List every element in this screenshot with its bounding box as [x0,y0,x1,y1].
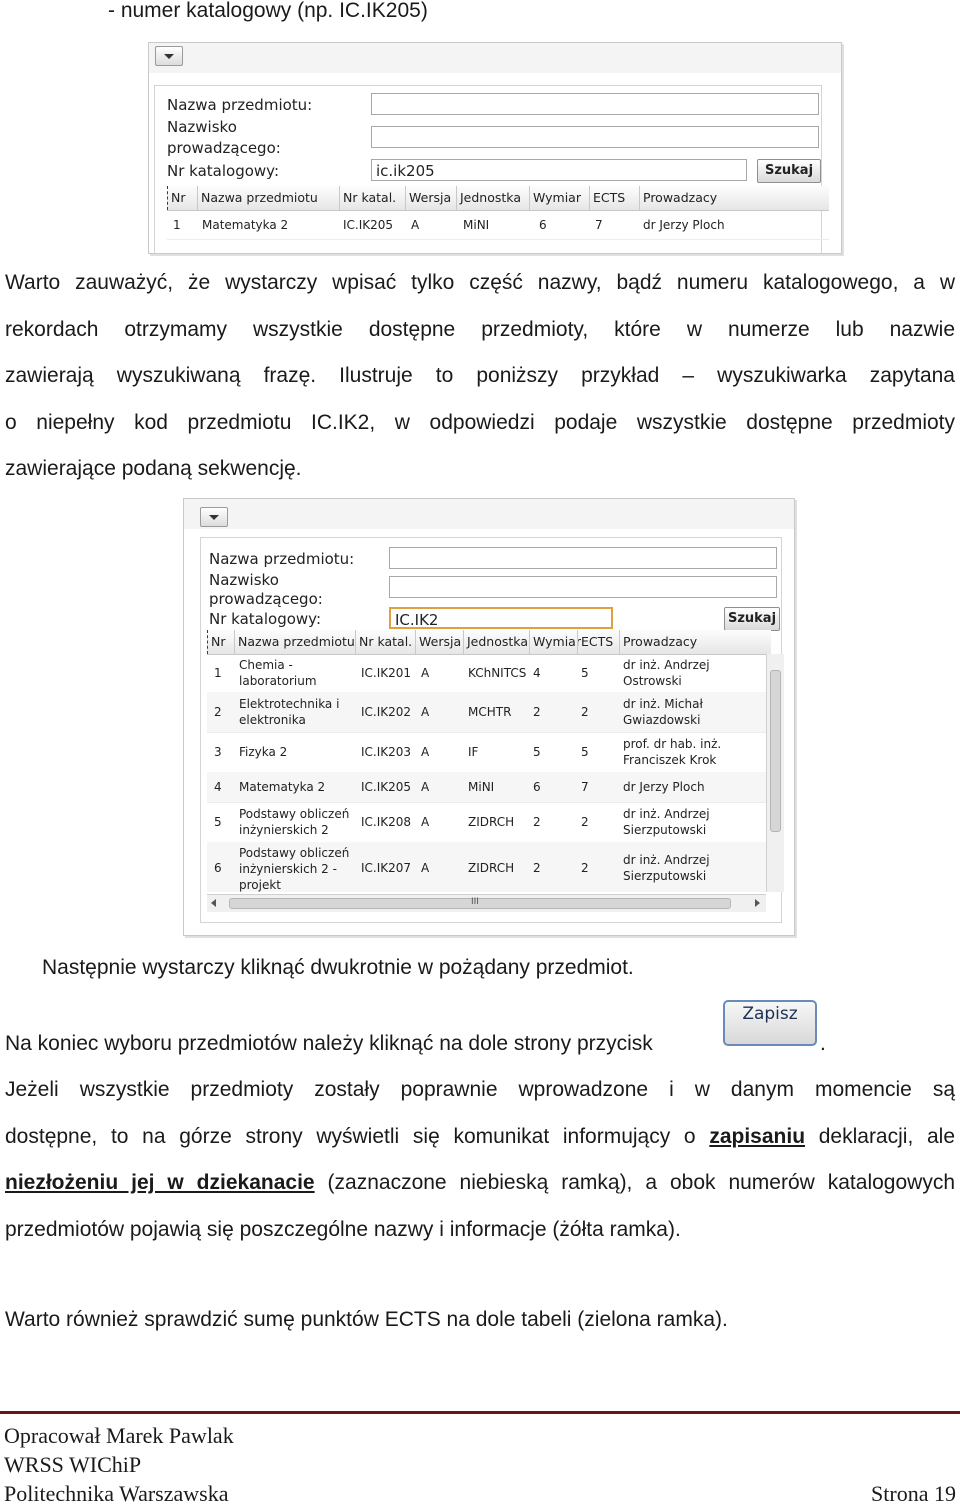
catalog-number-input[interactable]: IC.IK2 [389,607,613,629]
toolbar [184,499,794,529]
col-lecturer[interactable]: Prowadzacy [619,630,771,654]
cell-lecturer: dr inż. Andrzej [623,853,710,867]
cell-catalog: IC.IK203 [361,745,412,759]
col-ects[interactable]: ECTS [577,630,619,654]
cell-unit: MiNI [463,218,490,232]
subject-name-input[interactable] [389,547,777,569]
intro-line: - numer katalogowy (np. IC.IK205) [108,0,428,22]
paragraph-save-result [5,1067,955,1253]
catalog-number-input[interactable]: ic.ik205 [371,159,747,181]
search-screenshot-1 [148,42,842,254]
col-nr[interactable]: Nr [167,186,197,210]
cell-ects: 2 [581,815,589,829]
results-table-body [207,654,771,892]
cell-nr: 5 [214,815,222,829]
paragraph-partial-search [5,260,955,493]
table-row[interactable] [207,654,771,693]
label-catalog-number: Nr katalogowy: [167,162,279,180]
cell-lecturer: dr inż. Andrzej [623,807,710,821]
cell-name: elektronika [239,713,306,727]
cell-dimension: 2 [533,705,541,719]
cell-version: A [421,745,430,759]
emphasis-saved: zapisaniu [709,1124,806,1148]
cell-name: Elektrotechnika i [239,697,340,711]
scrollbar-thumb[interactable] [770,670,781,832]
cell-dimension: 5 [533,745,541,759]
emphasis-not-submitted: niezłożeniu jej w dziekanacie [5,1171,315,1194]
cell-unit: MiNI [468,780,495,794]
table-row[interactable] [207,692,771,733]
cell-catalog: IC.IK201 [361,666,412,680]
col-unit[interactable]: Jednostka [463,630,529,654]
cell-lecturer: dr inż. Andrzej [623,658,710,672]
subject-name-input[interactable] [371,93,819,115]
cell-lecturer: dr Jerzy Ploch [643,218,725,232]
scrollbar-thumb[interactable] [229,898,731,909]
paragraph-ects-check: Warto również sprawdzić sumę punktów ECTS na dole tabeli (zielona ramka). [5,1308,728,1331]
col-ects[interactable]: ECTS [589,186,639,210]
cell-name: Chemia - [239,658,293,672]
cell-lecturer: dr inż. Michał [623,697,703,711]
label-subject-name: Nazwa przedmiotu: [209,550,355,568]
cell-nr: 3 [214,745,222,759]
cell-name: Podstawy obliczeń [239,846,350,860]
cell-ects: 5 [581,666,589,680]
cell-lecturer: dr Jerzy Ploch [623,780,705,794]
cell-nr: 1 [214,666,222,680]
cell-dimension: 2 [533,815,541,829]
cell-catalog: IC.IK205 [361,780,412,794]
col-catalog[interactable]: Nr katal. [339,186,405,210]
cell-version: A [421,815,430,829]
scroll-grip-icon: III [471,897,479,907]
cell-unit: ZIDRCH [468,861,515,875]
lecturer-input[interactable] [389,576,777,598]
table-row[interactable] [207,732,771,773]
footer-bottom [4,1479,956,1508]
cell-dimension: 2 [533,861,541,875]
cell-version: A [421,705,430,719]
paragraph-line: o niepełny kod przedmiotu IC.IK2, w odpowiedzi podaje wszystkie dostępne przedmioty [5,410,955,434]
toolbar [149,43,841,73]
col-name[interactable]: Nazwa przedmiotu [234,630,355,654]
label-lecturer-1: Nazwisko [167,118,237,136]
collapse-dropdown-icon[interactable] [155,46,183,66]
cell-dimension: 6 [533,780,541,794]
text: deklaracji, ale [805,1124,956,1148]
col-dimension[interactable]: Wymiar [529,630,577,654]
col-unit[interactable]: Jednostka [456,186,529,210]
cell-dimension: 4 [533,666,541,680]
vertical-scrollbar[interactable] [766,654,784,892]
paragraph-line [5,1114,955,1161]
lecturer-input[interactable] [371,126,819,148]
cell-catalog: IC.IK208 [361,815,412,829]
cell-nr: 2 [214,705,222,719]
footer-author: Opracował Marek Pawlak [4,1423,234,1448]
save-button-label: Zapisz [742,1004,798,1024]
instruction-save-text: Na koniec wyboru przedmiotów należy kliknąć na dole strony przycisk [5,1032,653,1055]
cell-catalog: IC.IK207 [361,861,412,875]
cell-name: inżynierskich 2 [239,823,329,837]
cell-lecturer: Sierzputowski [623,869,707,883]
instruction-double-click: Następnie wystarczy kliknąć dwukrotnie w pożądany przedmiot. [42,956,634,979]
cell-lecturer: prof. dr hab. inż. [623,737,722,751]
paragraph-line: zawierają wyszukiwaną frazę. Ilustruje to poniższy przykład – wyszukiwarka zapytana [5,364,955,387]
col-nr[interactable]: Nr [207,630,234,654]
cell-catalog: IC.IK205 [343,218,394,232]
cell-version: A [421,780,430,794]
cell-name: Fizyka 2 [239,745,288,759]
page-number: Strona 19 [871,1481,956,1506]
results-table-header [207,630,771,655]
cell-ects: 2 [581,705,589,719]
search-button[interactable]: Szukaj [724,607,780,631]
label-lecturer-1: Nazwisko [209,571,279,589]
table-row[interactable] [207,802,771,843]
table-row[interactable] [167,211,829,240]
col-version[interactable]: Wersja [415,630,463,654]
cell-unit: ZIDRCH [468,815,515,829]
col-dimension[interactable]: Wymiar [529,186,589,210]
search-screenshot-2 [183,498,795,936]
text: dostępne, to na górze strony wyświetli się komunikat informujący o [5,1124,710,1148]
cell-name: laboratorium [239,674,317,688]
cell-name: Podstawy obliczeń [239,807,350,821]
instruction-save-period: . [820,1032,826,1055]
footer-university: Politechnika Warszawska [4,1481,229,1506]
cell-unit: IF [468,745,479,759]
horizontal-scrollbar[interactable] [207,894,766,912]
footer [4,1421,956,1508]
collapse-dropdown-icon[interactable] [200,507,228,527]
text: (zaznaczone niebieską ramką), a obok numerów katalogowych [314,1171,955,1194]
col-version[interactable]: Wersja [405,186,456,210]
table-row[interactable] [207,842,771,892]
cell-version: A [421,861,430,875]
cell-unit: MCHTR [468,705,512,719]
cell-dimension: 6 [539,218,547,232]
label-subject-name: Nazwa przedmiotu: [167,96,313,114]
cell-catalog: IC.IK202 [361,705,412,719]
cell-nr: 1 [173,218,181,232]
paragraph-line: zawierające podaną sekwencję. [5,457,302,480]
cell-lecturer: Ostrowski [623,674,682,688]
label-lecturer-2: prowadzącego: [209,590,323,608]
paragraph-line: rekordach otrzymamy wszystkie dostępne przedmioty, które w numerze lub nazwie [5,317,955,341]
scroll-right-icon[interactable] [755,899,760,907]
cell-name: Matematyka 2 [239,780,326,794]
cell-ects: 5 [581,745,589,759]
paragraph-line [5,1160,955,1207]
search-button[interactable]: Szukaj [757,159,821,183]
cell-unit: KChNITCS [468,666,527,680]
footer-divider [0,1411,960,1414]
scroll-left-icon[interactable] [211,899,216,907]
cell-version: A [421,666,430,680]
paragraph-line: przedmiotów pojawią się poszczególne nazwy i informacje (żółta ramka). [5,1217,681,1241]
results-table-header [167,186,829,211]
table-row[interactable] [207,772,771,803]
col-name[interactable]: Nazwa przedmiotu [197,186,339,210]
cell-nr: 4 [214,780,222,794]
footer-unit: WRSS WIChiP [4,1452,142,1477]
paragraph-line: Warto zauważyć, że wystarczy wpisać tylko część nazwy, bądź numeru katalogowego, a w [5,271,955,294]
cell-lecturer: Franciszek Krok [623,753,717,767]
col-catalog[interactable]: Nr katal. [355,630,415,654]
col-lecturer[interactable]: Prowadzacy [639,186,829,210]
cell-ects: 2 [581,861,589,875]
label-catalog-number: Nr katalogowy: [209,610,321,628]
cell-ects: 7 [581,780,589,794]
cell-lecturer: Gwiazdowski [623,713,701,727]
cell-version: A [411,218,420,232]
cell-lecturer: Sierzputowski [623,823,707,837]
cell-name: Matematyka 2 [202,218,289,232]
label-lecturer-2: prowadzącego: [167,139,281,157]
cell-name: inżynierskich 2 - [239,862,337,876]
cell-ects: 7 [595,218,603,232]
save-button[interactable] [723,1000,817,1046]
cell-name: projekt [239,878,281,892]
cell-nr: 6 [214,861,222,875]
paragraph-line: Jeżeli wszystkie przedmioty zostały poprawnie wprowadzone i w danym momencie są [5,1078,955,1101]
